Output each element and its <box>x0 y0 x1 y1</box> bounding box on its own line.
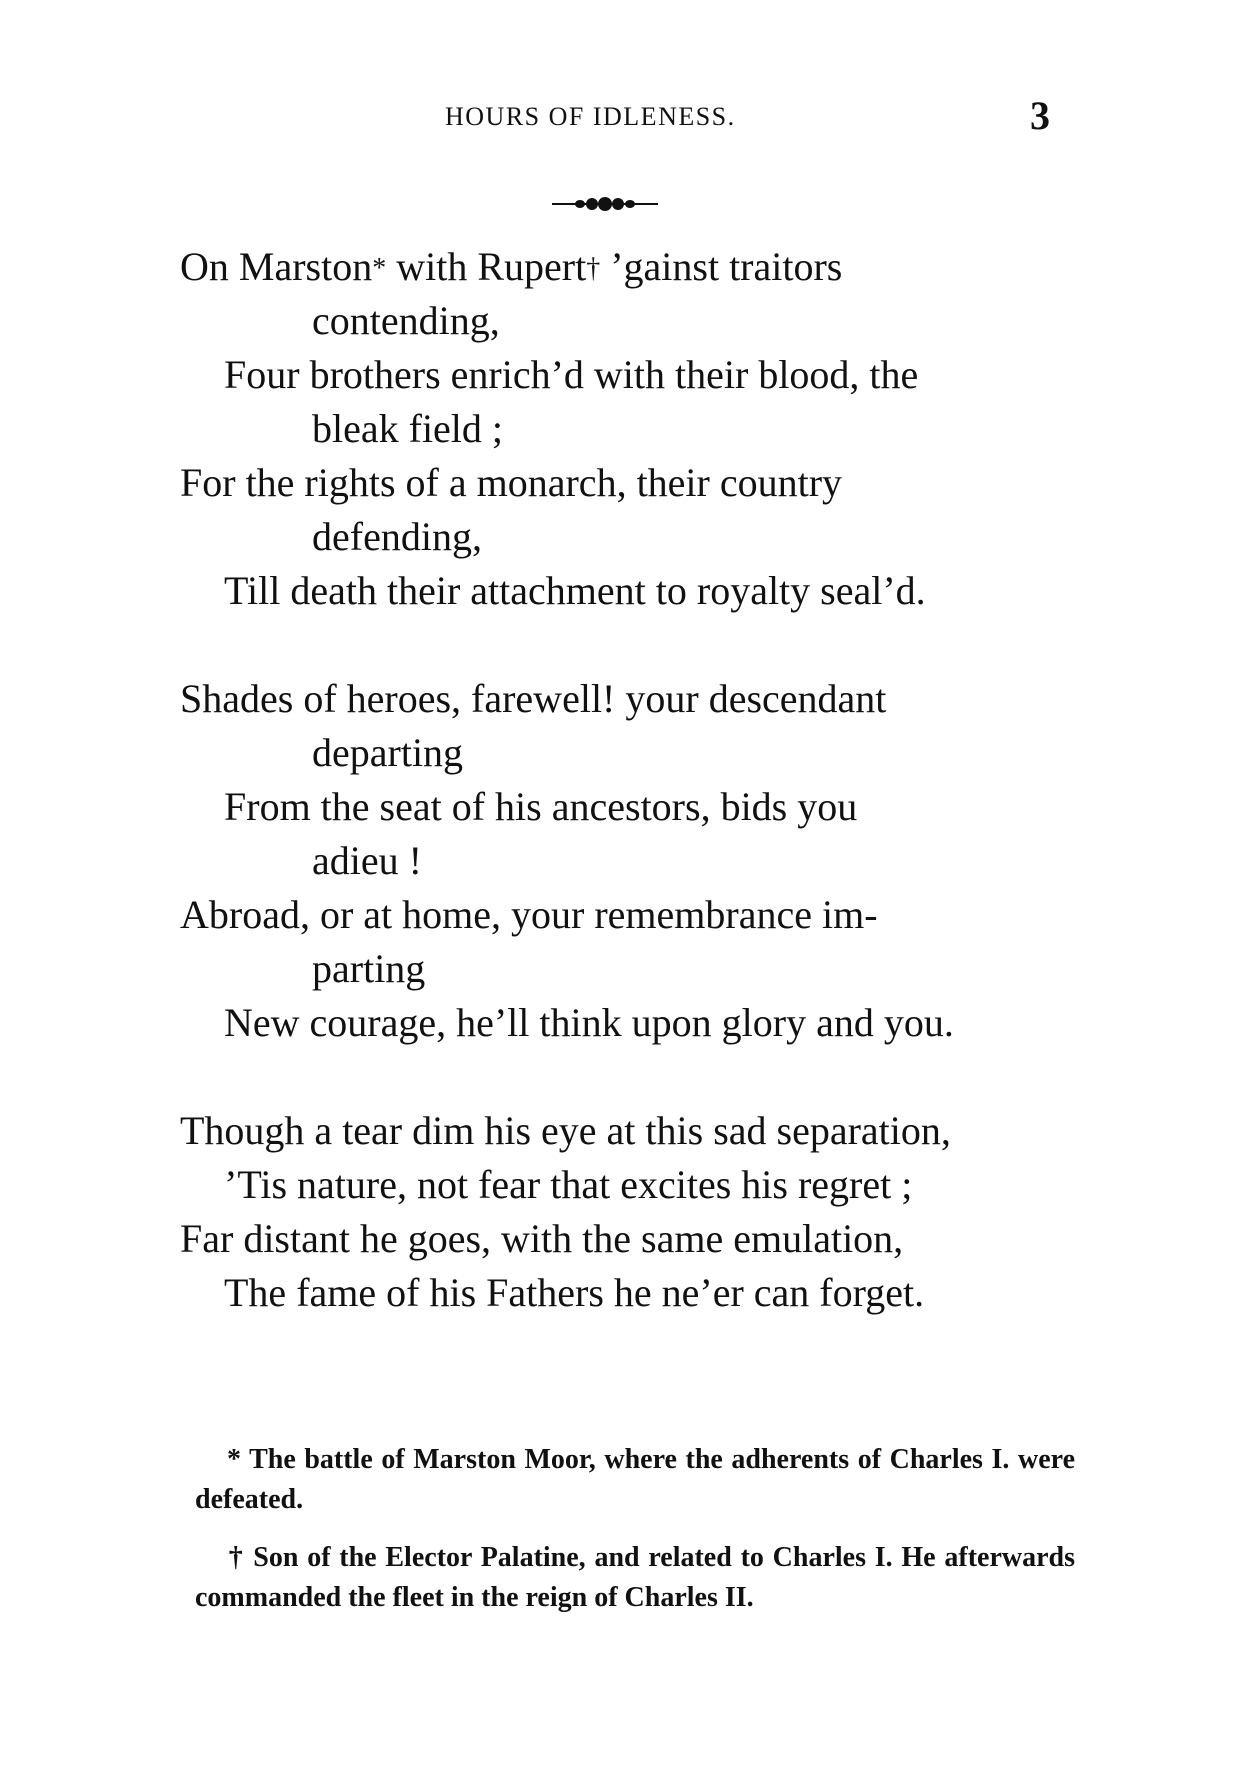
stanza-2 <box>180 672 1080 1050</box>
footnote-text: Son of the Elector Palatine, and related to Charles I. He afterwards commanded the fleet in the reign of Charles II. <box>195 1542 1075 1613</box>
poem-line: For the rights of a monarch, their country <box>180 460 843 505</box>
poem-line-continuation: parting <box>312 946 426 991</box>
poem-line: ’Tis nature, not fear that excites his regret ; <box>224 1162 913 1207</box>
footnote-mark: † <box>227 1542 245 1573</box>
ornament-divider-icon <box>550 192 660 220</box>
poem-line: Till death their attachment to royalty seal’d. <box>224 568 926 613</box>
poem-line: Though a tear dim his eye at this sad separation, <box>180 1108 951 1153</box>
page-number: 3 <box>1030 93 1050 138</box>
footnote <box>195 1538 1075 1618</box>
poem-line: From the seat of his ancestors, bids you <box>224 784 858 829</box>
poem-line: Abroad, or at home, your remembrance im- <box>180 892 878 937</box>
running-title: HOURS OF IDLENESS. <box>445 102 736 131</box>
footnote-mark: * <box>227 1444 241 1475</box>
line-text: On Marston <box>180 244 373 289</box>
poem-line-continuation: departing <box>312 730 464 775</box>
poem-line-continuation: contending, <box>312 298 500 343</box>
poem-line <box>180 240 1080 294</box>
footnote <box>195 1440 1075 1520</box>
footnotes <box>195 1440 1075 1636</box>
line-text: with Rupert <box>386 244 587 289</box>
poem-line-continuation: adieu ! <box>312 838 422 883</box>
ornament-svg <box>550 192 660 216</box>
footnote-text: The battle of Marston Moor, where the adherents of Charles I. were defeated. <box>195 1444 1075 1515</box>
poem-body <box>180 240 1080 1374</box>
footnote-mark: † <box>586 253 601 284</box>
stanza-1 <box>180 240 1080 618</box>
poem-line: New courage, he’ll think upon glory and you. <box>224 1000 954 1045</box>
poem-line: The fame of his Fathers he ne’er can forget. <box>224 1270 925 1315</box>
poem-line: Shades of heroes, farewell! your descendant <box>180 676 887 721</box>
poem-line-continuation: bleak field ; <box>312 406 504 451</box>
line-text: ’gainst traitors <box>600 244 843 289</box>
footnote-mark: * <box>372 253 387 284</box>
poem-line: Far distant he goes, with the same emulation, <box>180 1216 904 1261</box>
poem-line: Four brothers enrich’d with their blood, the <box>224 352 919 397</box>
poem-line-continuation: defending, <box>312 514 482 559</box>
stanza-3 <box>180 1104 1080 1320</box>
page-header <box>0 92 1259 142</box>
